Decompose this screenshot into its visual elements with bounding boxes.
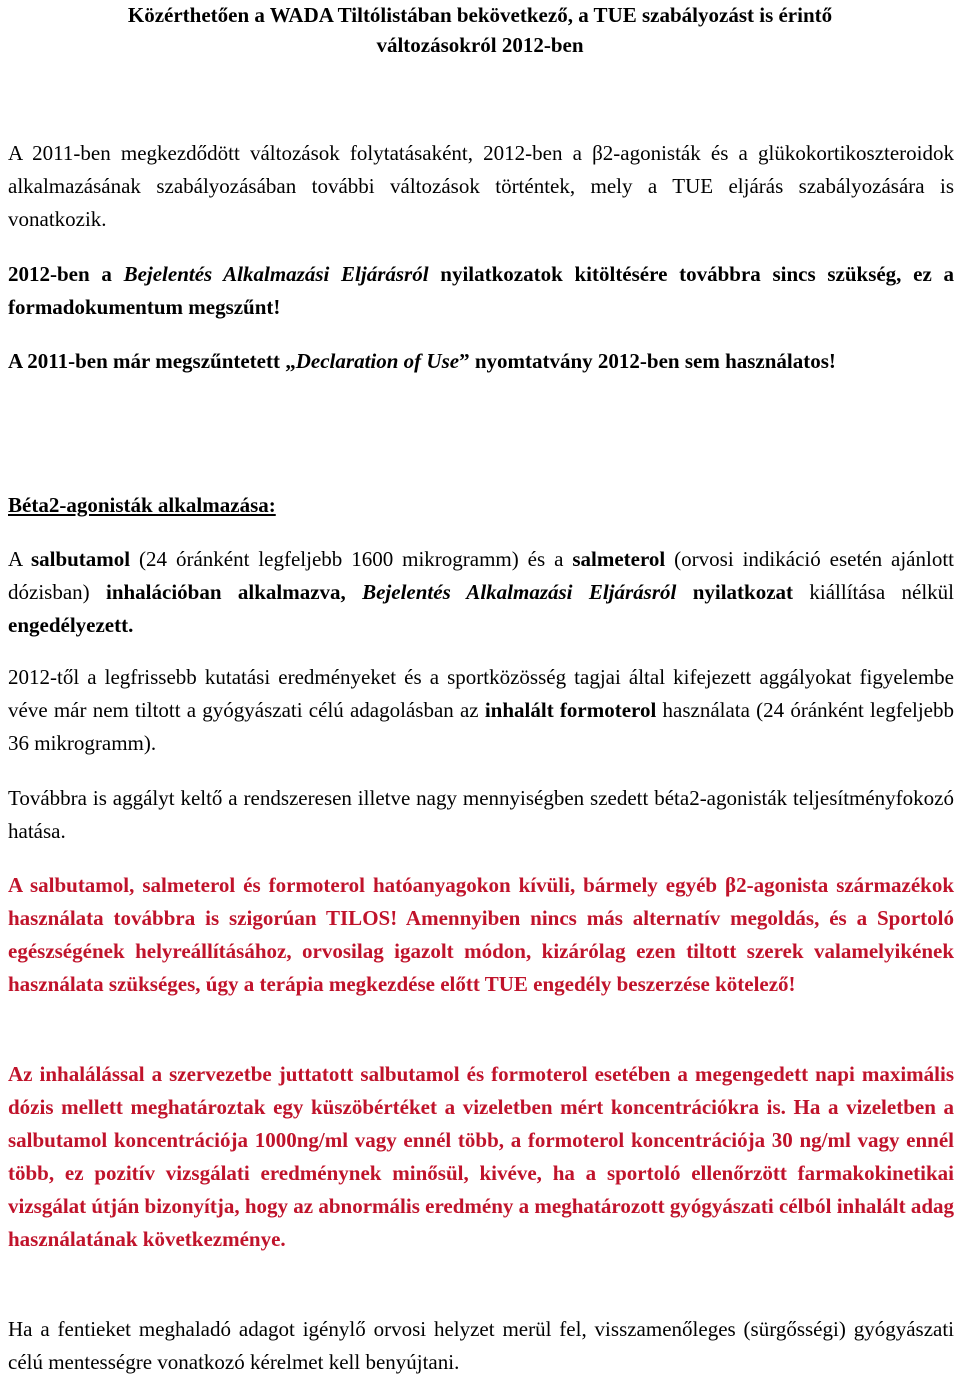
p5-a: 2012-től a legfrissebb kutatási eredményeket és a sportközösség tagjai által kifejezett aggályokat figyelembe véve már nem tiltott a gyógyászati célú adagolásban az (8, 665, 954, 722)
p4-c: (24 óránként legfeljebb 1600 mikrogramm) és a (130, 547, 573, 571)
p5-formoterol: inhalált formoterol (484, 698, 657, 722)
p5-c: használata (24 óránként legfeljebb 36 mikrogramm). (8, 698, 955, 755)
notice-text-a: 2012-ben a (8, 262, 124, 286)
salbutamol-paragraph (8, 543, 954, 642)
dou-text-c: ” nyomtatvány 2012-ben sem használatos! (459, 349, 836, 373)
section-heading: Béta2-agonisták alkalmazása: (8, 493, 276, 517)
dou-text-italic: Declaration of Use (295, 349, 460, 373)
formoterol-paragraph (8, 661, 954, 760)
notice-text-c: nyilatkozatok kitöltésére továbbra sincs szükség, ez a formadokumentum megszűnt! (8, 262, 954, 319)
concern-paragraph: Továbbra is aggályt keltő a rendszeresen illetve nagy mennyiségben szedett béta2-agonisták teljesítményfokozó hatása. (8, 786, 954, 843)
prohibited-warning-paragraph: A salbutamol, salmeterol és formoterol hatóanyagokon kívüli, bármely egyéb β2-agonista származékok használata továbbra is szigorúan TILOS! Amennyiben nincs más alternatív megoldás, és a Sportoló egészségének helyreállításához, orvosilag igazolt módon, kizárólag ezen tiltott szerek valamelyikének használata szükséges, úgy a terápia megkezdése előtt TUE engedély beszerzése kötelező! (8, 873, 954, 996)
p4-a: A (8, 547, 31, 571)
p4-i: kiállítása nélkül (793, 580, 954, 604)
emergency-tue-paragraph: Ha a fentieket meghaladó adagot igénylő orvosi helyzet merül fel, visszamenőleges (sürgősségi) gyógyászati célú mentességre vonatkozó kérelmet kell benyújtani. (8, 1317, 954, 1374)
intro-paragraph: A 2011-ben megkezdődött változások folytatásaként, 2012-ben a β2-agonisták és a glükokortikoszteroidok alkalmazásának szabályozásában további változások történtek, mely a TUE eljárás szabályozására is vonatkozik. (8, 141, 954, 231)
p4-salbutamol: salbutamol (30, 547, 131, 571)
p4-e: (orvosi indikáció esetén ajánlott dózisban) (8, 547, 955, 604)
p4-declaration: nyilatkozat (676, 580, 794, 604)
p4-inhalation: inhalációban alkalmazva, (105, 580, 363, 604)
notice-text-italic: Bejelentés Alkalmazási Eljárásról (123, 262, 429, 286)
p4-salmeterol: salmeterol (572, 547, 666, 571)
p4-italic: Bejelentés Alkalmazási Eljárásról (362, 580, 677, 604)
dou-text-a: A 2011-ben már megszűntetett „ (8, 349, 296, 373)
declaration-notice-paragraph (8, 258, 954, 324)
threshold-warning-paragraph: Az inhalálással a szervezetbe juttatott salbutamol és formoterol esetében a megengedett napi maximális dózis mellett meghatároztak egy küszöbértéket a vizeletben mért koncentrációkra is. Ha a vizeletben a salbutamol koncentrációja 1000ng/ml vagy ennél több, a formoterol koncentrációja 30 ng/ml vagy ennél több, ez pozitív vizsgálati eredménynek minősül, kivéve, ha a sportoló ellenőrzött farmakokinetikai vizsgálat útján bizonyítja, hogy az abnormális eredmény a meghatározott gyógyászati célból inhalált adag használatának következménye. (8, 1062, 954, 1251)
p4-allowed: engedélyezett. (8, 613, 134, 637)
document-title (0, 0, 960, 60)
declaration-of-use-paragraph (8, 345, 954, 378)
title-line-2: változásokról 2012-ben (376, 33, 584, 57)
title-line-1: Közérthetően a WADA Tiltólistában bekövetkező, a TUE szabályozást is érintő (127, 3, 833, 27)
